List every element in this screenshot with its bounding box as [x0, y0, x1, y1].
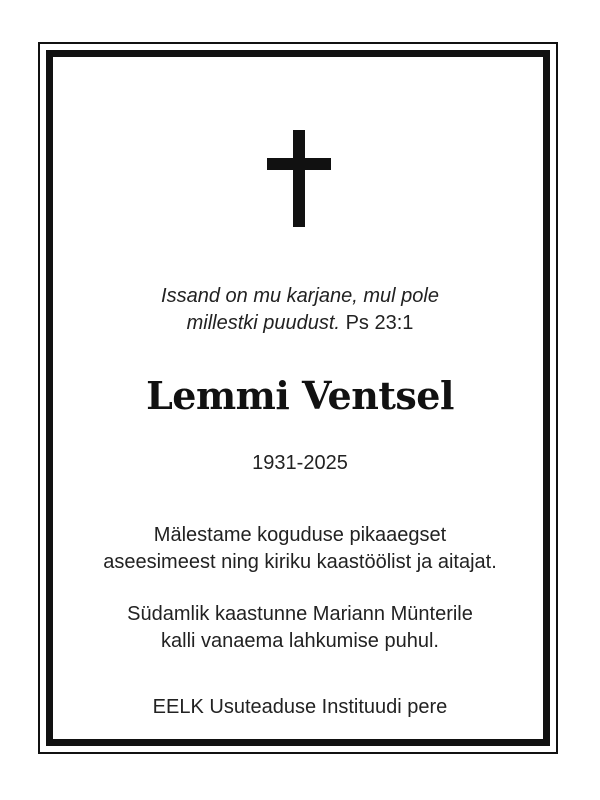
signature: EELK Usuteaduse Instituudi pere	[152, 696, 448, 718]
verse-quote-line2: millestki puudust.	[186, 312, 340, 334]
condolence-line2: kalli vanaema lahkumise puhul.	[161, 630, 439, 652]
bible-verse	[60, 283, 540, 337]
cross-vertical-bar	[293, 130, 305, 227]
deceased-name: Lemmi Ventsel	[146, 373, 454, 418]
condolence-line1: Südamlik kaastunne Mariann Münterile	[127, 603, 473, 625]
tribute-line1: Mälestame koguduse pikaaegset	[153, 524, 447, 546]
tribute-line2: aseesimeest ning kiriku kaastöölist ja aitajat.	[103, 551, 497, 573]
verse-quote-line1: Issand on mu karjane, mul pole	[161, 285, 439, 307]
cross-horizontal-bar	[267, 158, 331, 170]
condolence-text	[60, 601, 540, 655]
cross-icon	[267, 130, 331, 227]
tribute-text	[60, 522, 540, 576]
verse-reference: Ps 23:1	[345, 312, 414, 334]
life-years: 1931-2025	[252, 452, 348, 474]
